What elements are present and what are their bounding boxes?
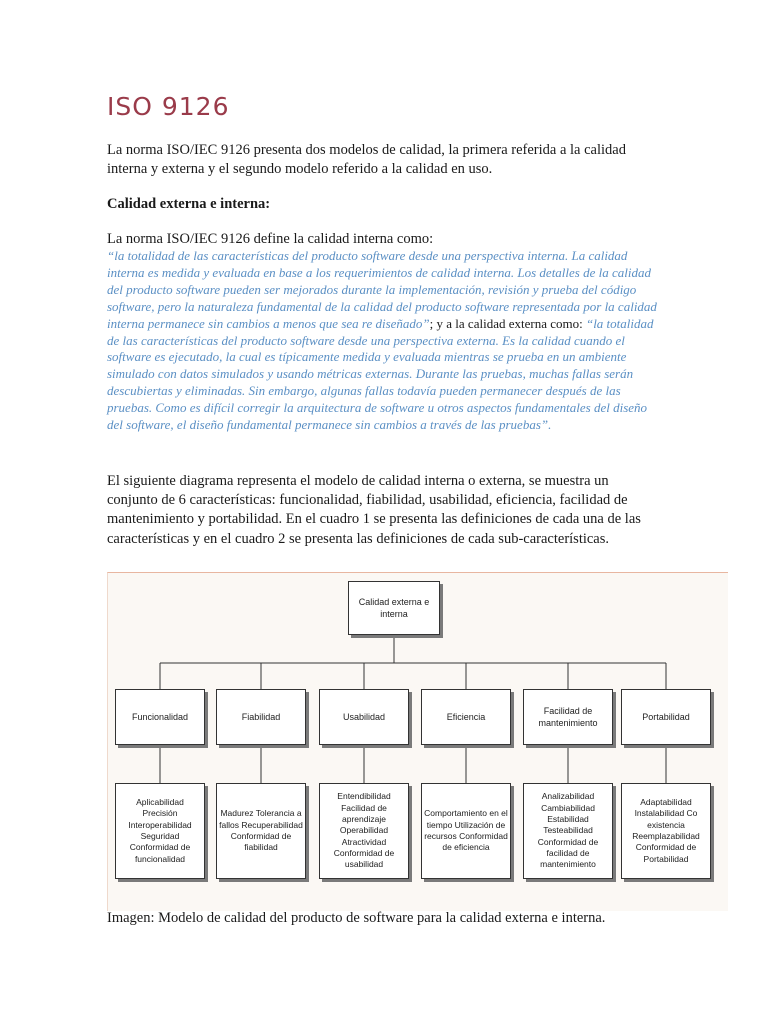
- category-eficiencia: Eficiencia: [421, 689, 511, 745]
- quality-model-diagram: [107, 572, 728, 911]
- diagram-description: El siguiente diagrama representa el modelo de calidad interna o externa, se muestra un conjunto de 6 características: funcionalidad, fiabilidad, usabilidad, eficiencia, facilidad de mantenimiento y portabilidad. En el cuadro 1 se presenta las definiciones de cada una de las características y en el cuadro 2 se presenta las definiciones de cada sub-características.: [107, 473, 641, 547]
- section-heading: Calidad externa e interna:: [107, 196, 271, 212]
- external-quality-quote: “la totalidad de las características del producto software desde una perspectiva externa. Es la calidad cuando el software es ejecutado, la cual es típicamente medida y evaluada mientras se prueba en un ambiente simulado con datos simulados y usando métricas externas. Durante las pruebas, muchas fallas serán descubiertas y eliminadas. Sin embargo, algunas fallas todavía pueden permanecer después de las pruebas. Como es difícil corregir la arquitectura de software u otros aspectos fundamentales del diseño del software, el diseño fundamental permanece sin cambios a través de las pruebas”.: [107, 315, 654, 433]
- intro-paragraph: La norma ISO/IEC 9126 presenta dos modelos de calidad, la primera referida a la calidad interna y externa y el segundo modelo referido a la calidad en uso.: [107, 142, 626, 177]
- subcharacteristics-usabilidad: Entendibilidad Facilidad de aprendizaje Operabilidad Atractividad Conformidad de usabilidad: [319, 783, 409, 879]
- definition-quote: [107, 248, 662, 434]
- category-funcionalidad: Funcionalidad: [115, 689, 205, 745]
- image-caption: Imagen: Modelo de calidad del producto de software para la calidad externa e interna.: [107, 910, 606, 926]
- category-facilidad-de-mantenimiento: Facilidad de mantenimiento: [523, 689, 613, 745]
- internal-quality-quote: “la totalidad de las características del producto software desde una perspectiva interna. La calidad interna es medida y evaluada en base a los requerimientos de calidad interna. Los detalles de la calidad del producto software pueden ser mejorados durante la implementación, revisión y prueba del código software, pero la naturaleza fundamental de la calidad del producto software representada por la calidad interna permanece sin cambios a menos que sea re diseñado”: [107, 248, 657, 331]
- category-portabilidad: Portabilidad: [621, 689, 711, 745]
- category-fiabilidad: Fiabilidad: [216, 689, 306, 745]
- subcharacteristics-facilidad-de-mantenimiento: Analizabilidad Cambiabilidad Estabilidad Testeabilidad Conformidad de facilidad de mantenimiento: [523, 783, 613, 879]
- root-node: Calidad externa e interna: [348, 581, 440, 635]
- definition-intro: La norma ISO/IEC 9126 define la calidad interna como:: [107, 231, 434, 247]
- subcharacteristics-eficiencia: Comportamiento en el tiempo Utilización de recursos Conformidad de eficiencia: [421, 783, 511, 879]
- subcharacteristics-fiabilidad: Madurez Tolerancia a fallos Recuperabilidad Conformidad de fiabilidad: [216, 783, 306, 879]
- page-title: ISO 9126: [107, 92, 230, 121]
- category-usabilidad: Usabilidad: [319, 689, 409, 745]
- subcharacteristics-funcionalidad: Aplicabilidad Precisión Interoperabilidad Seguridad Conformidad de funcionalidad: [115, 783, 205, 879]
- subcharacteristics-portabilidad: Adaptabilidad Instalabilidad Co existencia Reemplazabilidad Conformidad de Portabilidad: [621, 783, 711, 879]
- quote-connector: ; y a la calidad externa como:: [429, 315, 586, 331]
